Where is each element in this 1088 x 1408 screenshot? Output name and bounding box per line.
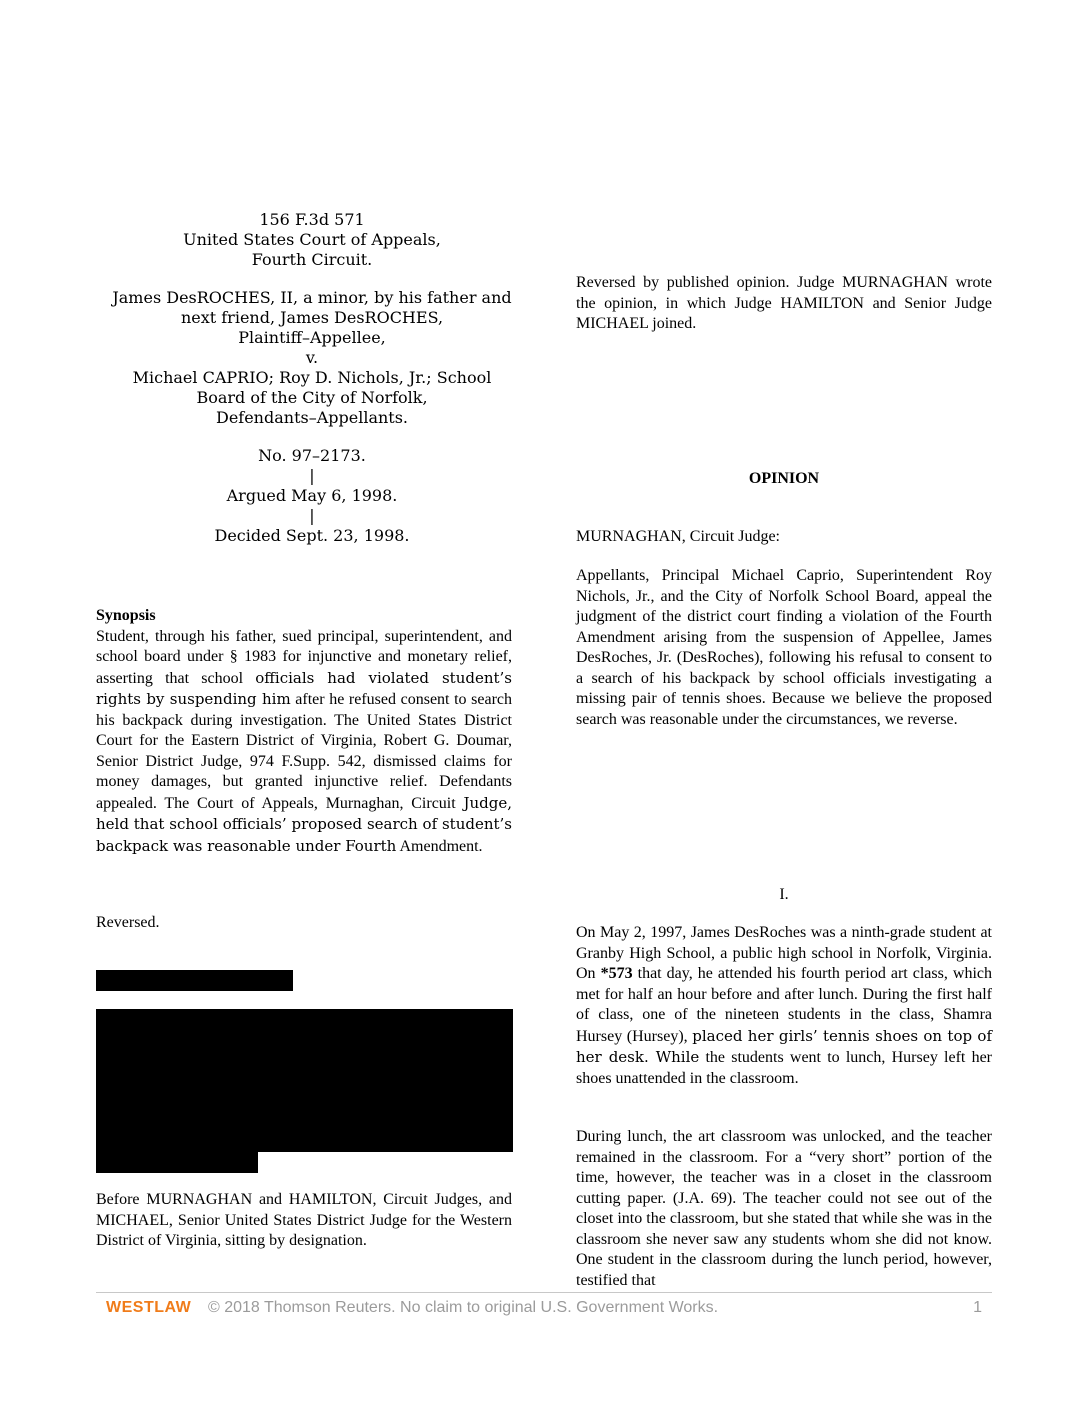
- plaintiff-line-2: next friend, James DesROCHES,: [180, 308, 444, 327]
- synopsis-disposition: Reversed.: [96, 914, 160, 931]
- westlaw-logo: WESTLAW: [106, 1299, 192, 1316]
- docket-number: No. 97–2173.: [258, 446, 366, 465]
- defendants-line-1: Michael CAPRIO; Roy D. Nichols, Jr.; School: [132, 368, 492, 387]
- synopsis-highlight-2: Judge, held that school officials’ proposed search of student’s backpack was reasonable under Fourth: [96, 793, 512, 855]
- separator-1: |: [309, 466, 315, 485]
- opinion-paragraph-2: [576, 923, 992, 1089]
- court-name: United States Court of Appeals,: [183, 230, 441, 249]
- opinion-paragraph-1: Appellants, Principal Michael Caprio, Superintendent Roy Nichols, Jr., and the City of Norfolk School Board, appeal the judgment of the district court finding a violation of the Fourth Amendment arising from the suspension of Appellee, James DesRoches, Jr. (DesRoches), following his refusal to consent to a search of his backpack by school officials investigating a missing pair of tennis shoes. Because we believe the proposed search was reasonable under the circumstances, we reverse.: [576, 567, 992, 728]
- synopsis-highlight-1: officials had violated student’s rights by suspending him: [96, 668, 512, 708]
- synopsis-section: [96, 606, 512, 857]
- argued-date: Argued May 6, 1998.: [226, 486, 398, 505]
- opinion-heading: OPINION: [748, 470, 820, 487]
- synopsis-heading: Synopsis: [96, 607, 156, 624]
- page-footer: [96, 1299, 992, 1321]
- paragraph-2-part-b: that day, he attended his fourth period art class, which met for half an hour before and after lunch. During the first half of class, one of the nineteen students in the class, Shamra Hursey (Hursey),: [576, 965, 992, 1045]
- opinion-author: MURNAGHAN, Circuit Judge:: [576, 528, 780, 545]
- star-page-link[interactable]: *573: [600, 965, 633, 982]
- paragraph-2-part-d: the students went to lunch, Hursey left her shoes unattended in the classroom.: [576, 1049, 993, 1087]
- paragraph-2-highlight: placed her girls’ tennis shoes on top of her desk. While: [576, 1026, 993, 1066]
- procedural-history: Reversed by published opinion. Judge MURNAGHAN wrote the opinion, in which Judge HAMILTON and Senior Judge MICHAEL joined.: [576, 274, 992, 332]
- opinion-paragraph-3: During lunch, the art classroom was unlocked, and the teacher remained in the classroom. For a “very short” portion of the time, however, the teacher was in a closet in the classroom cutting paper. (J.A. 69). The teacher could not see out of the closet into the classroom, but she stated that while she was in the classroom she never saw any students whom she did not know. One student in the classroom during the lunch period, however, testified that: [576, 1128, 992, 1289]
- court-circuit: Fourth Circuit.: [251, 250, 373, 269]
- paragraph-2-part-a: On May 2, 1997, James DesRoches was a ninth-grade student at Granby High School, a public high school in Norfolk, Virginia. On: [576, 924, 992, 982]
- redaction-bar: [96, 970, 293, 991]
- case-caption: [96, 210, 528, 546]
- redaction-bar: [96, 1152, 258, 1173]
- synopsis-text-part-1: Student, through his father, sued principal, superintendent, and school board under § 1983 for injunctive and monetary relief, asserting that school: [96, 627, 512, 687]
- panel-statement: Before MURNAGHAN and HAMILTON, Circuit Judges, and MICHAEL, Senior United States District Judge for the Western District of Virginia, sitting by designation.: [96, 1191, 512, 1249]
- defendants-role: Defendants–Appellants.: [215, 408, 409, 427]
- footer-divider: [96, 1292, 992, 1293]
- section-number: I.: [779, 886, 789, 903]
- plaintiff-role: Plaintiff–Appellee,: [238, 328, 386, 347]
- copyright-notice: © 2018 Thomson Reuters. No claim to original U.S. Government Works.: [208, 1299, 719, 1316]
- separator-2: |: [309, 506, 315, 525]
- versus: v.: [305, 348, 319, 367]
- redaction-bar: [96, 1009, 513, 1152]
- page-number: 1: [973, 1299, 982, 1316]
- citation: 156 F.3d 571: [259, 210, 365, 229]
- synopsis-text-part-5: Amendment.: [396, 837, 483, 855]
- decided-date: Decided Sept. 23, 1998.: [214, 526, 410, 545]
- defendants-line-2: Board of the City of Norfolk,: [196, 388, 428, 407]
- plaintiff-line-1: James DesROCHES, II, a minor, by his father and: [112, 288, 512, 307]
- synopsis-text: [96, 627, 512, 858]
- synopsis-text-part-3: after he refused consent to search his backpack during investigation. The United States District Court for the Eastern District of Virginia, Robert G. Doumar, Senior District Judge, 974 F.Supp. 542, dismissed claims for money damages, but granted injunctive relief. Defendants appealed. The Court of Appeals, Murnaghan, Circuit: [96, 691, 513, 812]
